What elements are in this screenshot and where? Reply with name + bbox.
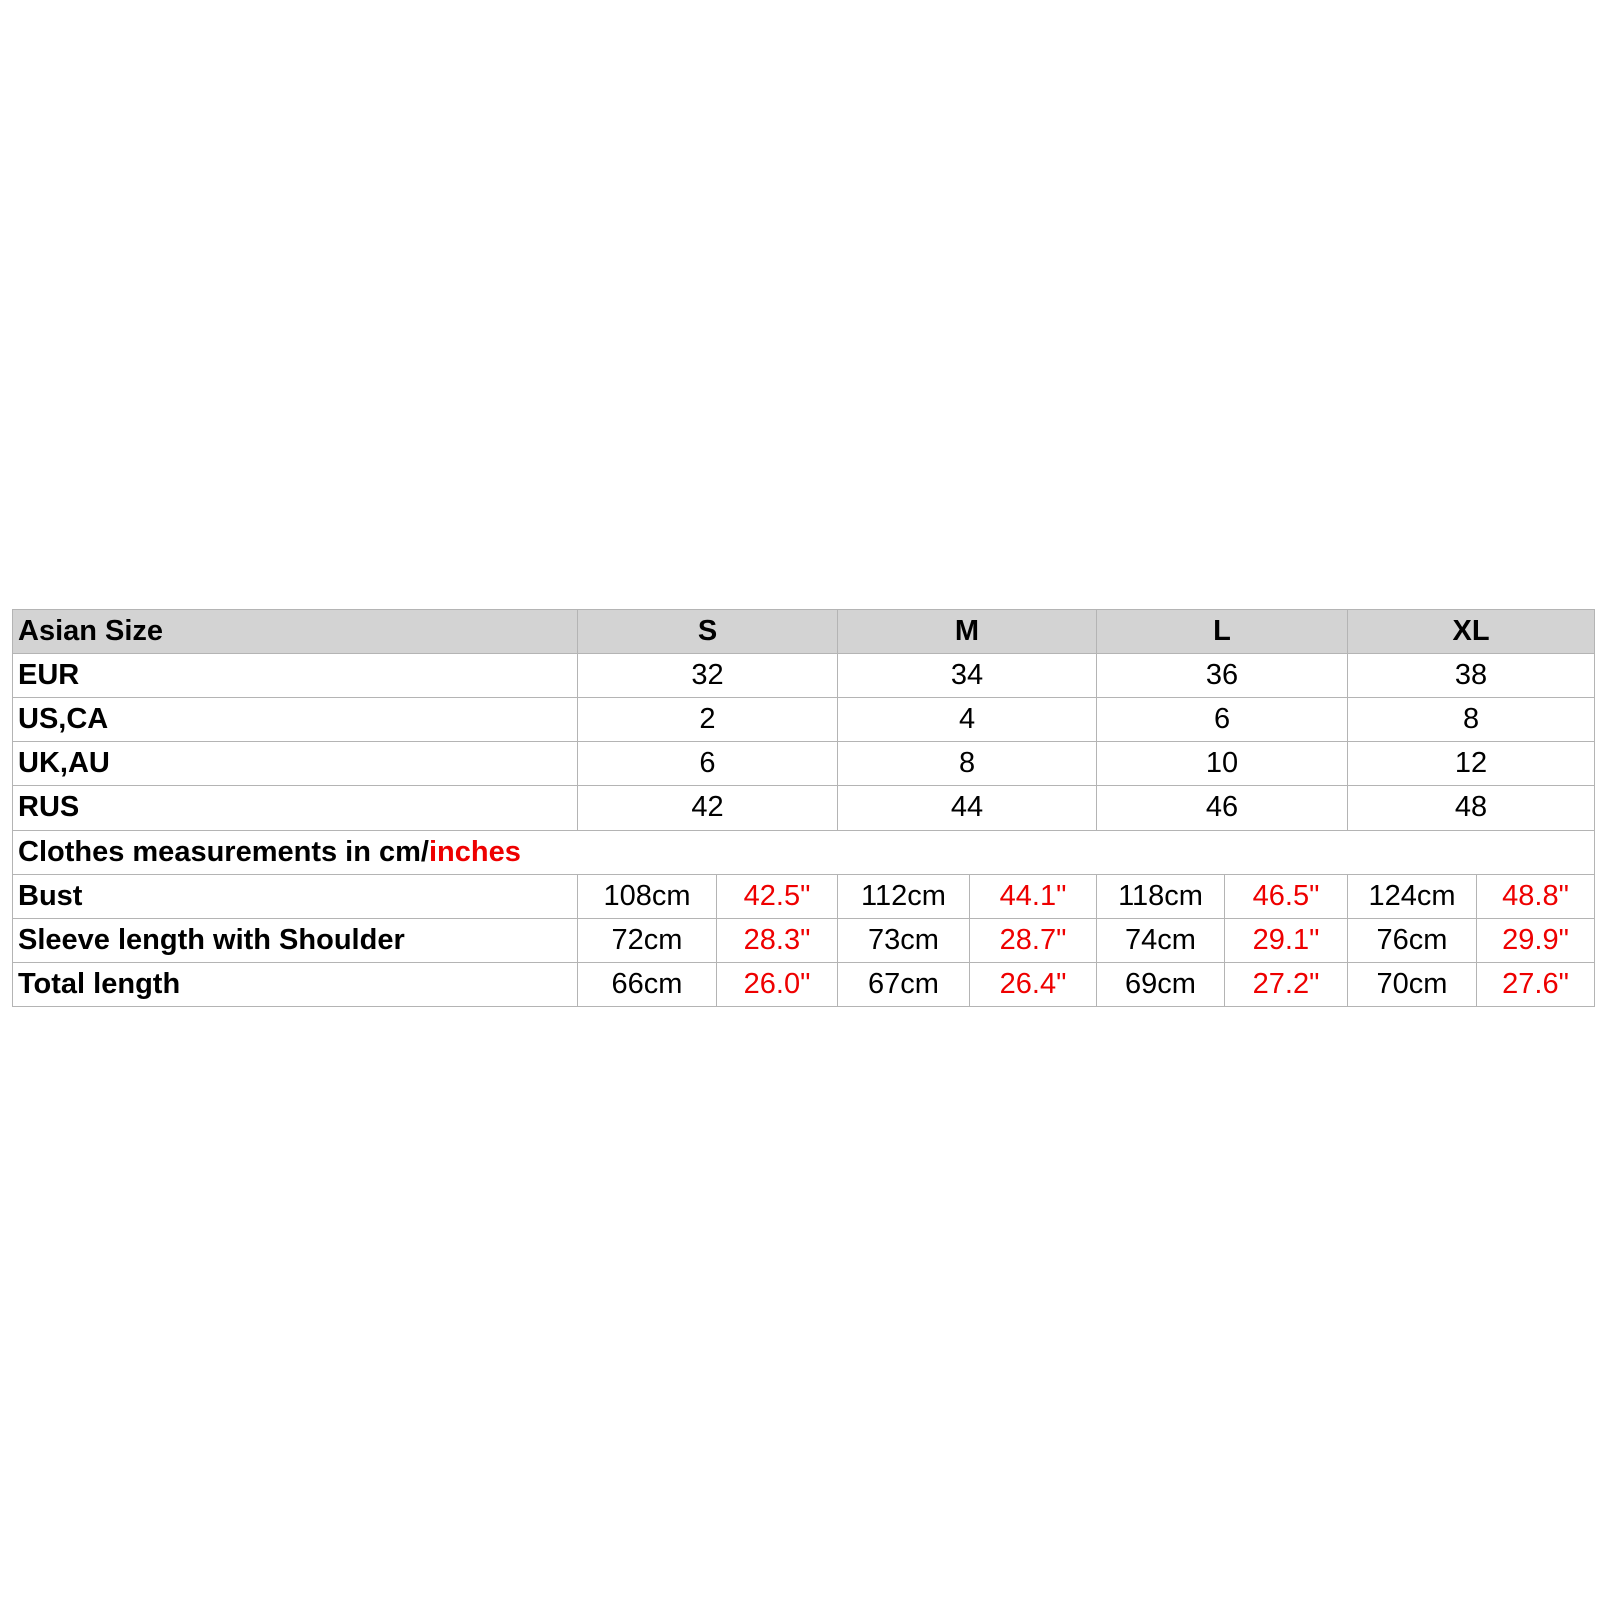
row-label: Sleeve length with Shoulder — [13, 918, 578, 962]
conversion-value: 38 — [1348, 654, 1595, 698]
conversion-value: 36 — [1097, 654, 1348, 698]
conversion-row-uk-au — [13, 742, 1595, 786]
inch-value: 46.5" — [1225, 874, 1348, 918]
row-label: Bust — [13, 874, 578, 918]
size-header-l: L — [1097, 610, 1348, 654]
conversion-row-rus — [13, 786, 1595, 830]
size-header-s: S — [578, 610, 838, 654]
size-header-xl: XL — [1348, 610, 1595, 654]
measurements-title-prefix: Clothes measurements in cm/ — [18, 835, 429, 868]
conversion-value: 8 — [1348, 698, 1595, 742]
header-label: Asian Size — [13, 610, 578, 654]
conversion-value: 6 — [1097, 698, 1348, 742]
inch-value: 28.3" — [717, 918, 838, 962]
inch-value: 26.4" — [970, 962, 1097, 1006]
measurement-row-sleeve — [13, 918, 1595, 962]
inch-value: 26.0" — [717, 962, 838, 1006]
cm-value: 112cm — [838, 874, 970, 918]
measurement-row-total-length — [13, 962, 1595, 1006]
cm-value: 124cm — [1348, 874, 1477, 918]
inch-value: 44.1" — [970, 874, 1097, 918]
size-header-m: M — [838, 610, 1097, 654]
cm-value: 72cm — [578, 918, 717, 962]
inch-value: 27.2" — [1225, 962, 1348, 1006]
conversion-value: 42 — [578, 786, 838, 830]
conversion-row-us-ca — [13, 698, 1595, 742]
measurements-title — [13, 830, 1595, 874]
cm-value: 70cm — [1348, 962, 1477, 1006]
conversion-value: 44 — [838, 786, 1097, 830]
cm-value: 67cm — [838, 962, 970, 1006]
conversion-value: 10 — [1097, 742, 1348, 786]
inch-value: 28.7" — [970, 918, 1097, 962]
conversion-value: 48 — [1348, 786, 1595, 830]
conversion-value: 46 — [1097, 786, 1348, 830]
conversion-value: 4 — [838, 698, 1097, 742]
inch-value: 48.8" — [1477, 874, 1595, 918]
row-label: US,CA — [13, 698, 578, 742]
row-label: Total length — [13, 962, 578, 1006]
row-label: EUR — [13, 654, 578, 698]
cm-value: 69cm — [1097, 962, 1225, 1006]
cm-value: 73cm — [838, 918, 970, 962]
conversion-value: 34 — [838, 654, 1097, 698]
row-label: UK,AU — [13, 742, 578, 786]
conversion-row-eur — [13, 654, 1595, 698]
cm-value: 74cm — [1097, 918, 1225, 962]
cm-value: 118cm — [1097, 874, 1225, 918]
measurements-title-row — [13, 830, 1595, 874]
measurements-title-highlight: inches — [428, 835, 521, 868]
cm-value: 76cm — [1348, 918, 1477, 962]
conversion-value: 12 — [1348, 742, 1595, 786]
inch-value: 42.5" — [717, 874, 838, 918]
row-label: RUS — [13, 786, 578, 830]
cm-value: 108cm — [578, 874, 717, 918]
size-chart-table — [12, 609, 1595, 1007]
inch-value: 29.1" — [1225, 918, 1348, 962]
measurement-row-bust — [13, 874, 1595, 918]
conversion-value: 8 — [838, 742, 1097, 786]
conversion-value: 32 — [578, 654, 838, 698]
inch-value: 27.6" — [1477, 962, 1595, 1006]
conversion-value: 6 — [578, 742, 838, 786]
inch-value: 29.9" — [1477, 918, 1595, 962]
cm-value: 66cm — [578, 962, 717, 1006]
header-row — [13, 610, 1595, 654]
conversion-value: 2 — [578, 698, 838, 742]
